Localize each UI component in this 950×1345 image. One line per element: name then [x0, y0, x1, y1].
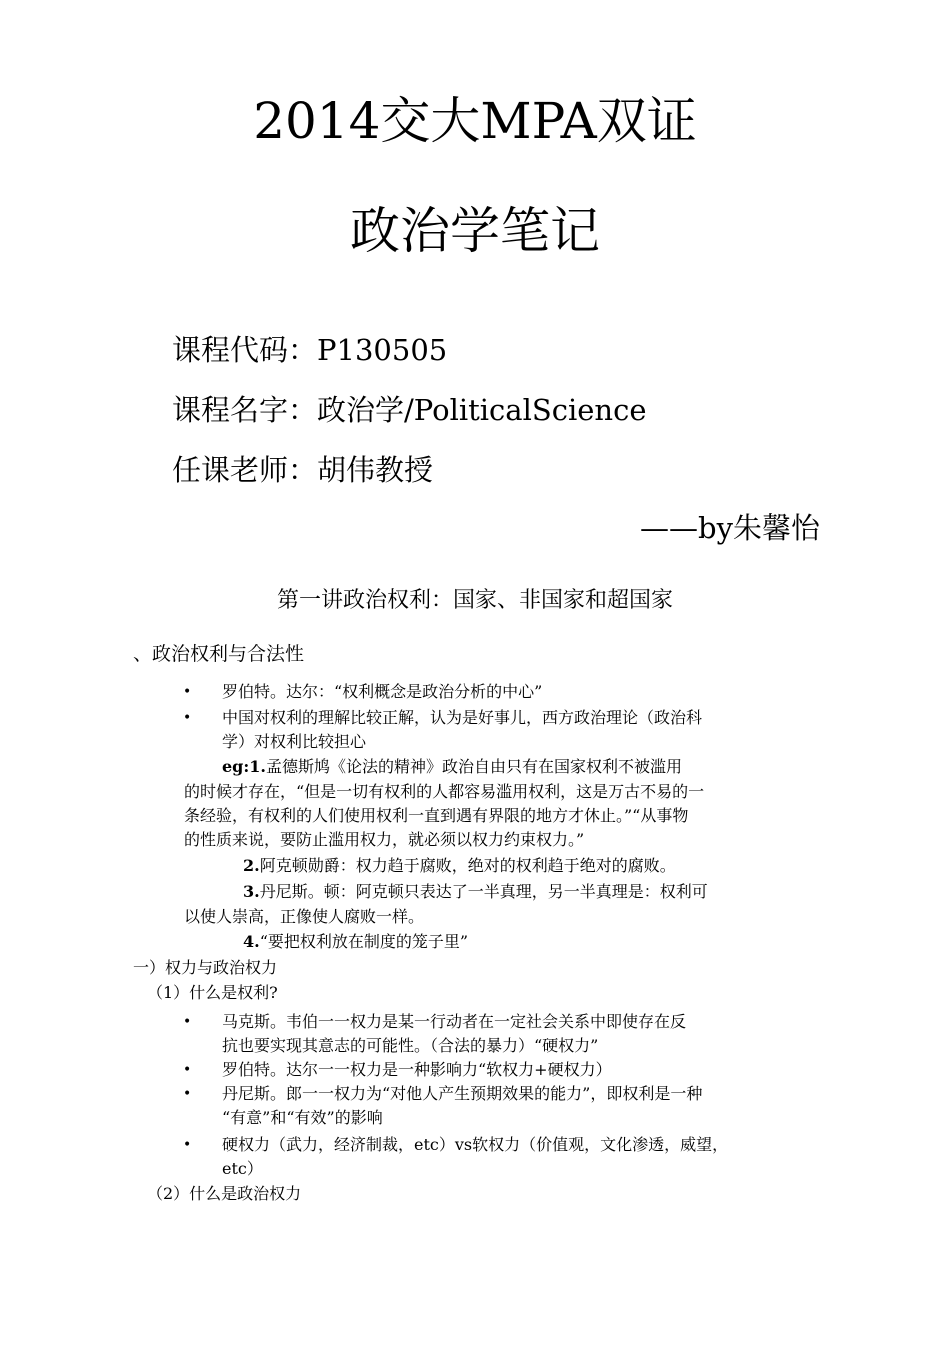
example-1-line: 的性质来说，要防止滥用权力，就必须以权力约束权力。”	[184, 830, 585, 849]
example-4	[243, 930, 468, 954]
bullet-icon: •	[183, 1062, 192, 1078]
example-1-line: 条经验，有权利的人们使用权利一直到遇有界限的地方才休止。”“从事物	[184, 806, 689, 825]
example-4-text: “要把权利放在制度的笼子里”	[259, 932, 469, 951]
author-line: ——by朱馨怡	[640, 511, 820, 545]
bullet-icon: •	[183, 684, 192, 700]
section-heading: 、政治权利与合法性	[133, 643, 305, 665]
course-name: 课程名字：政治学/PoliticalScience	[172, 393, 647, 427]
subsection-heading: 一）权力与政治权力	[133, 958, 278, 977]
example-2	[243, 854, 676, 878]
example-1-text: 孟德斯鸠《论法的精神》政治自由只有在国家权利不被滥用	[265, 757, 682, 776]
list-item-continuation: etc）	[222, 1159, 263, 1178]
list-item: 丹尼斯。郎一一权力为“对他人产生预期效果的能力”，即权利是一种	[222, 1084, 703, 1103]
example-2-number: 2.	[243, 856, 260, 875]
bullet-icon: •	[183, 710, 192, 726]
example-3-line: 以使人崇高，正像使人腐败一样。	[184, 907, 425, 926]
example-3-text: 丹尼斯。顿：阿克顿只表达了一半真理，另一半真理是：权利可	[259, 882, 708, 901]
example-1-first-line	[222, 755, 682, 779]
lecture-title: 第一讲政治权利：国家、非国家和超国家	[276, 588, 673, 613]
course-teacher: 任课老师：胡伟教授	[172, 453, 434, 487]
question-heading: （1）什么是权利?	[147, 983, 278, 1002]
example-4-number: 4.	[243, 932, 260, 951]
list-item-continuation: 抗也要实现其意志的可能性。（合法的暴力）“硬权力”	[222, 1036, 599, 1055]
document-subtitle: 政治学笔记	[350, 202, 600, 260]
example-3-number: 3.	[243, 882, 260, 901]
list-item: 中国对权利的理解比较正解，认为是好事儿，西方政治理论（政治科	[222, 708, 703, 727]
example-1-label: eg:1.	[222, 757, 266, 776]
course-code: 课程代码：P130505	[172, 333, 448, 367]
example-1-line: 的时候才存在，“但是一切有权利的人都容易滥用权利，这是万古不易的一	[184, 782, 705, 801]
list-item-continuation: 学）对权利比较担心	[222, 732, 367, 751]
list-item: 硬权力（武力，经济制裁，etc）vs软权力（价值观，文化渗透，威望，	[222, 1135, 729, 1154]
list-item-continuation: “有意”和“有效”的影响	[222, 1108, 383, 1127]
bullet-icon: •	[183, 1014, 192, 1030]
document-title: 2014交大MPA双证	[253, 92, 697, 150]
bullet-icon: •	[183, 1086, 192, 1102]
list-item: 马克斯。韦伯一一权力是某一行动者在一定社会关系中即使存在反	[222, 1012, 687, 1031]
list-item: 罗伯特。达尔：“权利概念是政治分析的中心”	[222, 682, 543, 701]
example-3	[243, 880, 708, 904]
bullet-icon: •	[183, 1137, 192, 1153]
question-heading: （2）什么是政治权力	[147, 1184, 302, 1203]
list-item: 罗伯特。达尔一一权力是一种影响力“软权力+硬权力）	[222, 1060, 612, 1079]
example-2-text: 阿克顿勋爵：权力趋于腐败，绝对的权利趋于绝对的腐败。	[259, 856, 676, 875]
